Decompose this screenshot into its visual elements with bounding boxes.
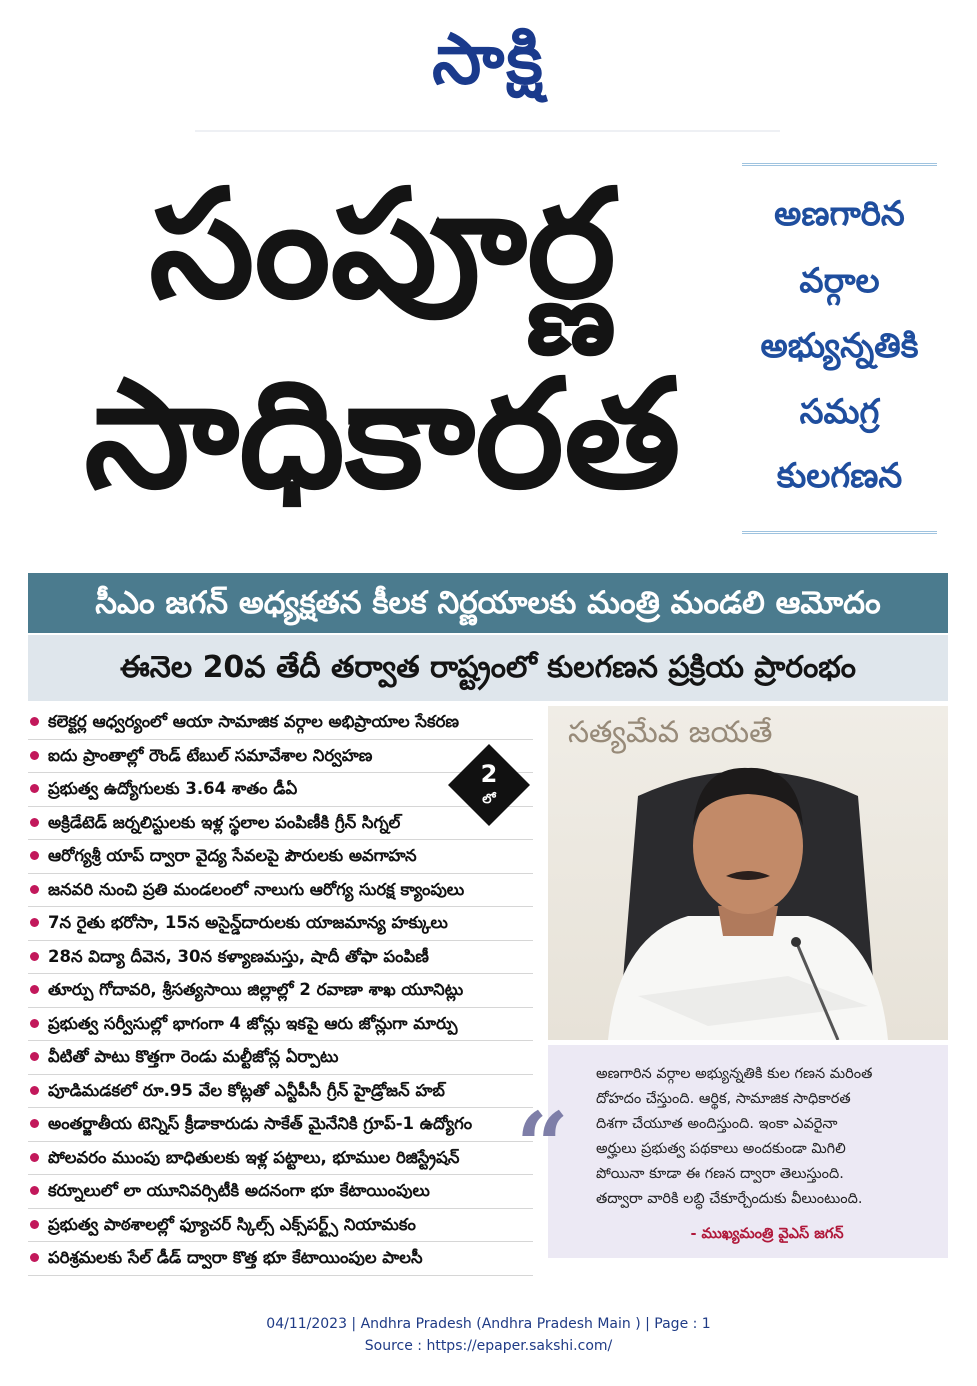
quote-attribution: - ముఖ్యమంత్రి వైఎస్ జగన్	[690, 1226, 844, 1242]
bullet-dot-icon	[30, 885, 39, 894]
quote-line: తద్వారా వారికి లబ్ధి చేకూర్చేందుకు వీలుంటుంది.	[596, 1191, 863, 1207]
side-teaser-line: వర్గాల	[799, 261, 880, 301]
quote-line: దోహదం చేస్తుంది. ఆర్థిక, సామాజిక సాధికారత	[596, 1091, 851, 1107]
page-reference-suffix: లో	[482, 792, 496, 807]
footer-source-link[interactable]: Source : https://epaper.sakshi.com/	[364, 1338, 613, 1354]
list-item-text: ప్రభుత్వ సర్వీసుల్లో భాగంగా 4 జోన్లు ఇకపై ఆరు జోన్లుగా మార్పు	[48, 1013, 458, 1033]
footer-edition-info: 04/11/2023 | Andhra Pradesh (Andhra Pradesh Main ) | Page : 1	[266, 1316, 711, 1332]
list-item	[28, 1075, 533, 1109]
list-item	[28, 706, 533, 740]
list-item	[28, 1041, 533, 1075]
headline-line-1: సంపూర్ణ	[149, 158, 616, 332]
bullet-dot-icon	[30, 751, 39, 760]
list-item	[28, 840, 533, 874]
headline-line-2: సాధికారత	[84, 348, 681, 522]
page-reference-number: 2	[480, 760, 498, 788]
list-item-text: కర్నూలులో లా యూనివర్సిటీకి అదనంగా భూ కేటాయింపులు	[48, 1181, 430, 1200]
list-item-text: తూర్పు గోదావరి, శ్రీసత్యసాయి జిల్లాల్లో 2 రవాణా శాఖ యూనిట్లు	[48, 980, 464, 999]
quote-line: అణగారిన వర్గాల అభ్యున్నతికి కుల గణన మరింత	[596, 1066, 873, 1082]
list-item-text: ప్రభుత్వ ఉద్యోగులకు 3.64 శాతం డీఏ	[48, 779, 298, 798]
list-item	[28, 1008, 533, 1042]
bullet-dot-icon	[30, 1119, 39, 1128]
quote-line: పోయినా కూడా ఈ గణన ద్వారా తెలుస్తుంది.	[596, 1166, 844, 1182]
subheadline-cabinet-approval: సీఎం జగన్ అధ్యక్షతన కీలక నిర్ణయాలకు మంత్రి మండలి ఆమోదం	[28, 573, 948, 633]
bullet-dot-icon	[30, 818, 39, 827]
list-item-text: 28న విద్యా దీవెన, 30న కళ్యాణమస్తు, షాదీ తోఫా పంపిణీ	[48, 946, 429, 966]
list-item	[28, 807, 533, 841]
list-item	[28, 1142, 533, 1176]
list-item-text: ప్రభుత్వ పాఠశాలల్లో ఫ్యూచర్ స్కిల్స్ ఎక్స్‌పర్ట్స్ నియామకం	[48, 1214, 416, 1234]
list-item-text: అంతర్జాతీయ టెన్నిస్ క్రీడాకారుడు సాకేత్ మైనేనికి గ్రూప్‌-1 ఉద్యోగం	[48, 1114, 473, 1133]
list-item-text: పూడిమడకలో రూ.95 వేల కోట్లతో ఎన్టీపీసీ గ్రీన్ హైడ్రోజన్ హబ్	[48, 1080, 445, 1100]
bullet-dot-icon	[30, 985, 39, 994]
side-teaser-line: సమగ్ర	[799, 392, 880, 432]
masthead-logo: సాక్షి	[432, 18, 545, 100]
list-item	[28, 907, 533, 941]
list-item	[28, 874, 533, 908]
bullet-dot-icon	[30, 1186, 39, 1195]
quote-mark-icon: “	[516, 1092, 569, 1200]
bullet-dot-icon	[30, 918, 39, 927]
bullet-dot-icon	[30, 1153, 39, 1162]
bullet-dot-icon	[30, 1019, 39, 1028]
list-item-text: 7న రైతు భరోసా, 15న అసైన్డ్‌దారులకు యాజమాన్య హక్కులు	[48, 913, 448, 932]
chief-minister-photo	[548, 706, 948, 1040]
list-item	[28, 740, 533, 774]
list-item-text: పోలవరం ముంపు బాధితులకు ఇళ్ల పట్టాలు, భూముల రిజిస్ట్రేషన్	[48, 1147, 460, 1167]
list-item-text: కలెక్టర్ల ఆధ్వర్యంలో ఆయా సామాజిక వర్గాల అభిప్రాయాల సేకరణ	[48, 712, 460, 731]
bullet-dot-icon	[30, 784, 39, 793]
bullet-dot-icon	[30, 1086, 39, 1095]
quote-line: దిశగా చేయూత అందిస్తుంది. ఇంకా ఎవరైనా	[596, 1116, 838, 1132]
side-teaser-line: అణగారిన	[774, 194, 905, 234]
masthead-divider	[195, 130, 780, 132]
list-item-text: జనవరి నుంచి ప్రతి మండలంలో నాలుగు ఆరోగ్య సురక్ష క్యాంపులు	[48, 879, 465, 899]
list-item	[28, 1209, 533, 1243]
bullet-dot-icon	[30, 1220, 39, 1229]
list-item-text: వీటితో పాటు కొత్తగా రెండు మల్టీజోన్ల ఏర్పాటు	[48, 1047, 339, 1066]
list-item	[28, 1242, 533, 1276]
portrait-illustration	[548, 706, 948, 1040]
side-teaser-line: అభ్యున్నతికి	[760, 326, 919, 366]
side-teaser-line: కులగణన	[776, 456, 903, 496]
list-item	[28, 1108, 533, 1142]
list-item-text: ఆరోగ్యశ్రీ యాప్ ద్వారా వైద్య సేవలపై పౌరులకు అవగాహన	[48, 846, 417, 865]
photo-banner-text: సత్యమేవ జయతే	[568, 715, 773, 750]
list-item	[28, 1175, 533, 1209]
bullet-dot-icon	[30, 952, 39, 961]
bullet-dot-icon	[30, 1253, 39, 1262]
microphone-icon	[791, 937, 801, 947]
bullet-dot-icon	[30, 1052, 39, 1061]
bullet-dot-icon	[30, 717, 39, 726]
list-item	[28, 974, 533, 1008]
quote-line: అర్హులు ప్రభుత్వ పథకాలు అందకుండా మిగిలి	[596, 1141, 846, 1157]
list-item-text: ఐదు ప్రాంతాల్లో రౌండ్ టేబుల్ సమావేశాల నిర్వహణ	[48, 745, 373, 765]
side-teaser-box	[742, 163, 937, 534]
subheadline-caste-census: ఈనెల 20వ తేదీ తర్వాత రాష్ట్రంలో కులగణన ప్రక్రియ ప్రారంభం	[28, 635, 948, 701]
list-item	[28, 941, 533, 975]
bullet-dot-icon	[30, 851, 39, 860]
list-item-text: పరిశ్రమలకు సేల్ డీడ్ ద్వారా కొత్త భూ కేటాయింపుల పాలసీ	[48, 1248, 423, 1267]
quote-text	[596, 1062, 938, 1212]
list-item-text: అక్రిడేటెడ్ జర్నలిస్టులకు ఇళ్ల స్థలాల పంపిణీకి గ్రీన్ సిగ్నల్	[48, 812, 401, 832]
